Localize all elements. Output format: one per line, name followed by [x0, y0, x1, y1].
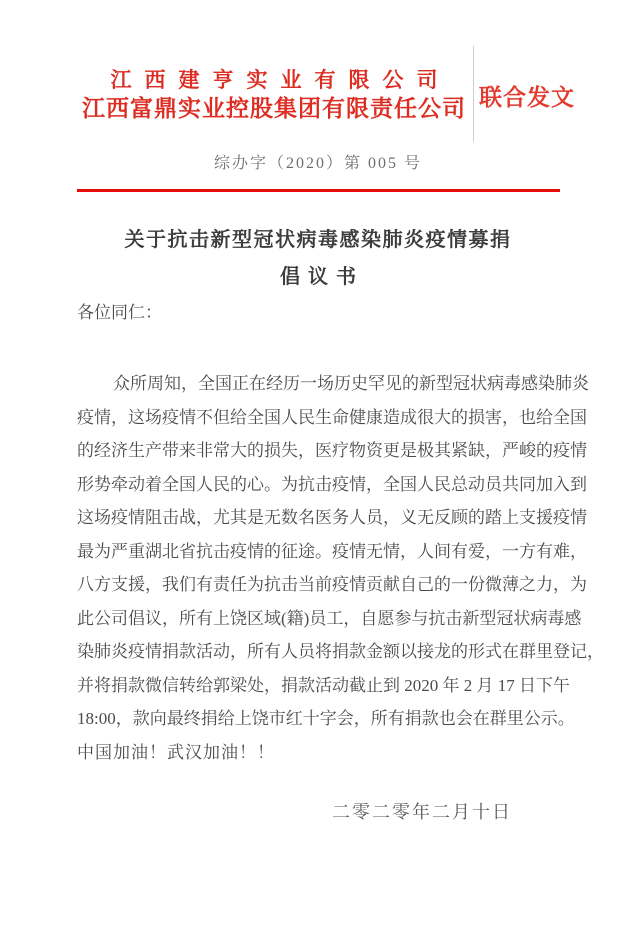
body-line: 此公司倡议，所有上饶区域(籍)员工，自愿参与抗击新型冠状病毒感	[77, 608, 582, 628]
letterhead-divider	[473, 46, 474, 142]
company-name-line2: 江西富鼎实业控股集团有限责任公司	[82, 96, 466, 121]
doc-subtitle: 倡议书	[280, 266, 364, 288]
doc-number: 综办字（2020）第 005 号	[213, 155, 422, 172]
salutation: 各位同仁：	[77, 303, 162, 322]
body-paragraph	[77, 367, 604, 769]
red-rule	[77, 189, 560, 192]
body-line: 最为严重湖北省抗击疫情的征途。疫情无情，人间有爱，一方有难，	[77, 541, 587, 561]
body-line: 众所周知，全国正在经历一场历史罕见的新型冠状病毒感染肺炎	[113, 374, 589, 393]
company-name-line1: 江西建亨实业有限公司	[110, 68, 451, 92]
body-line: 染肺炎疫情捐款活动，所有人员将捐款金额以接龙的形式在群里登记，	[77, 642, 604, 661]
document-page	[0, 48, 636, 948]
body-line: 形势牵动着全国人民的心。为抗击疫情，全国人民总动员共同加入到	[77, 474, 587, 494]
body-line: 八方支援，我们有责任为抗击当前疫情贡献自己的一份微薄之力，为	[77, 575, 587, 594]
body-line: 疫情，这场疫情不但给全国人民生命健康造成很大的损害，也给全国	[77, 407, 587, 427]
body-line: 18:00，款向最终捐给上饶市红十字会，所有捐款也会在群里公示。	[77, 709, 575, 728]
closing-line: 中国加油！武汉加油！！	[77, 742, 275, 762]
body-line: 这场疫情阻击战，尤其是无数名医务人员，义无反顾的踏上支援疫情	[77, 508, 587, 527]
doc-date: 二零二零年二月十日	[332, 802, 512, 822]
body-line: 并将捐款微信转给郭梁处，捐款活动截止到 2020 年 2 月 17 日下午	[77, 675, 570, 695]
letterhead	[77, 48, 578, 142]
body-line: 的经济生产带来非常大的损失，医疗物资更是极其紧缺，严峻的疫情	[77, 441, 587, 460]
joint-issue-label: 联合发文	[479, 84, 575, 110]
doc-title: 关于抗击新型冠状病毒感染肺炎疫情募捐	[124, 229, 512, 251]
company-names	[77, 48, 471, 142]
